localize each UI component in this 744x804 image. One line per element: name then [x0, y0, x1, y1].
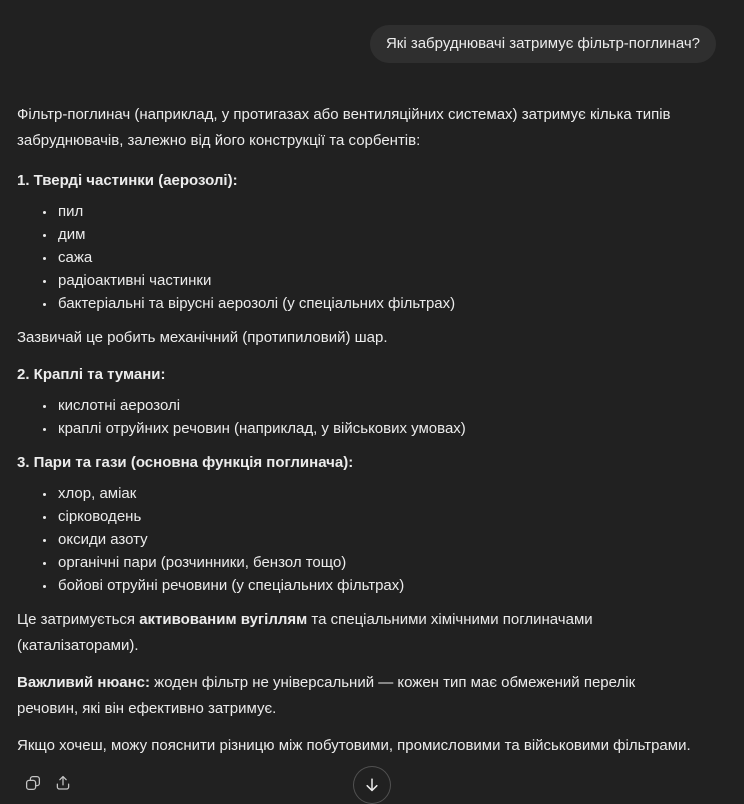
section-3-list: [17, 482, 700, 597]
summary-bold: активованим вугіллям: [139, 611, 308, 628]
list-item: • бойові отруйні речовини (у спеціальних фільтрах): [56, 574, 700, 597]
offer-paragraph: Якщо хочеш, можу пояснити різницю між побутовими, промисловими та військовими фільтрами.: [17, 737, 691, 754]
user-message-bubble: [370, 25, 716, 63]
nuance-bold: Важливий нюанс:: [17, 674, 151, 691]
assistant-intro: Фільтр-поглинач (наприклад, у протигазах або вентиляційних системах) затримує кілька типів забруднювачів, залежно від його конструкції та сорбентів:: [17, 106, 671, 149]
list-item: • краплі отруйних речовин (наприклад, у військових умовах): [56, 417, 700, 440]
assistant-message: [0, 102, 727, 759]
list-item: • хлор, аміак: [56, 482, 700, 505]
user-message-text: Які забруднювачі затримує фільтр-поглинач?: [385, 35, 700, 52]
list-item: • радіоактивні частинки: [56, 269, 700, 292]
section-2-list: [17, 394, 700, 440]
nuance-text: жоден фільтр не універсальний — кожен тип має обмежений перелік речовин, які він ефективно затримує.: [17, 674, 636, 717]
nuance-paragraph: [17, 670, 700, 722]
copy-button[interactable]: [22, 772, 44, 794]
summary-prefix: Це затримується: [17, 611, 140, 628]
summary-paragraph: [17, 607, 700, 659]
list-item: • сірководень: [56, 505, 700, 528]
copy-icon: [24, 774, 42, 792]
list-item: • пил: [56, 200, 700, 223]
list-item: • дим: [56, 223, 700, 246]
list-item: • оксиди азоту: [56, 528, 700, 551]
section-2-heading: 2. Краплі та тумани:: [17, 366, 166, 383]
scroll-to-bottom-button[interactable]: [353, 766, 391, 804]
list-item: • кислотні аерозолі: [56, 394, 700, 417]
user-message-row: [0, 0, 744, 63]
arrow-down-icon: [362, 775, 382, 795]
section-1-list: [17, 200, 700, 315]
list-item: • сажа: [56, 246, 700, 269]
list-item: • органічні пари (розчинники, бензол тощо): [56, 551, 700, 574]
section-3-heading: 3. Пари та гази (основна функція поглинача):: [17, 454, 354, 471]
share-icon: [54, 774, 72, 792]
list-item: • бактеріальні та вірусні аерозолі (у спеціальних фільтрах): [56, 292, 700, 315]
section-1-heading: 1. Тверді частинки (аерозолі):: [17, 172, 238, 189]
summary-suffix: та спеціальними хімічними поглиначами (каталізаторами).: [17, 611, 593, 654]
section-1-note: Зазвичай це робить механічний (протипиловий) шар.: [17, 329, 388, 346]
share-button[interactable]: [52, 772, 74, 794]
